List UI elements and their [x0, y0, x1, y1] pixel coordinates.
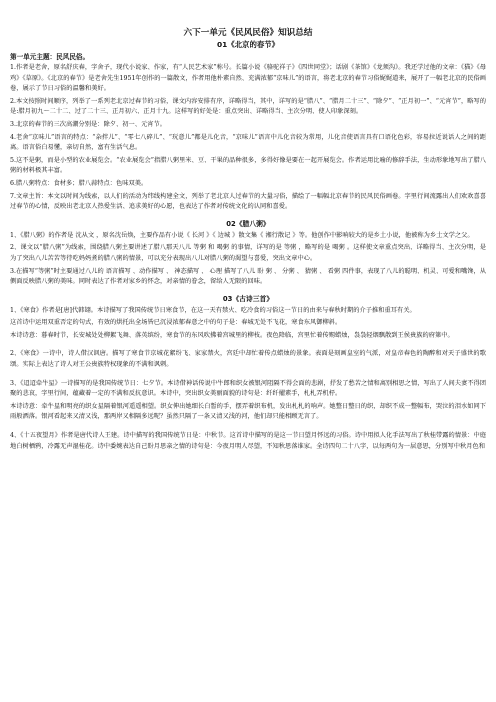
paragraph: 2、课文以“腊八粥”为线索，围绕腊八粥主要讲述了腊八那天八儿 等粥 和 喝粥 的事情，详写的是 等粥 ，略写的是 喝粥 。这样使文章重点突出、详略得当、主次分明，是为了突出八儿苦苦等待吃妈妈煮的腊八粥的情景，可以充分表现出八儿对腊八粥的渴望与喜爱，突出文章中心。 — [10, 244, 486, 262]
lesson-title-03: 03《古诗三首》 — [222, 294, 274, 303]
paragraph: 1、《腊八粥》的作者是 沈从文 ，原名沈岳焕，主要作品有小说《 长河 》《 边城 》散文集《 湘行散记 》等。他创作中影响较大的是乡土小说，他被称为乡土文学之父。 — [10, 231, 474, 239]
paragraph: 3、《迢迢牵牛星》一诗描写的是我国传统节日：七夕节。本诗借神话传说中牛郎和织女被银河阻隔不得会面的悲剧，抒发了愁苦之情和离别相思之情，写出了人间夫妻不得团聚的悲哀，字里行间，蕴藏着一定的不满和反抗意识。本诗中，突出织女美丽面貌的诗句是：纤纤擢素手，札札弄机杼。 — [10, 379, 486, 398]
paragraph: 2.本文按照时间顺序，列举了一系列老北京过春节的习俗，课文内容安排有序，详略得当，其中，详写的是“腊八”、“腊月二十三”、“除夕”、“正月初一”、“元宵节”，略写的是:腊月初九～二十二、过了二十三、正月初六、正月十九。这样写的好处是：重点突出、详略得当、主次分明、使人印象深刻。 — [10, 97, 486, 116]
paragraph: 4.老舍“京味儿”语言的特点：“杂拌儿”、“零七八碎儿”、“玩意儿”都是儿化音，“京味儿”语言中儿化音较为常用，儿化音使语言具有口语化色彩，容易拉近说话人之间的距离。语言俗白易懂，亲切自然，富有生活气息。 — [10, 133, 486, 152]
paragraph: 2、《寒食》一诗中，诗人借汉讽唐。描写了寒食节京城花絮纷飞、家家禁火，宫廷中却忙着传点蜡烛的景象。表面是刻画皇室的气派，对皇帝春色的陶醉和对天子盛世的歌颂。实际上表达了诗人对王公贵族特权现象的不满和讽刺。 — [10, 350, 486, 369]
paragraph: 这首诗中运用双重否定的句式，有效的烘托出全场皆已沉浸浓郁春意之中的句子是：春城无处不飞花，寒食东风御柳斜。 — [10, 319, 342, 327]
paragraph: 1、《寒食》作者是[唐]代韩翃。本诗描写了我国传统节日寒食节，在这一天有禁火、吃冷食的习俗这一节日的由来与春秋时期的介子推和重耳有关。 — [10, 306, 416, 314]
document-page — [10, 0, 486, 452]
unit-theme-heading: 第一单元主题：民风民俗。 — [10, 53, 90, 61]
lesson-title-02: 02《腊八粥》 — [226, 219, 270, 228]
paragraph: 5.这不是粥，而是小型的农业展览会。“农业展览会”指腊八粥里米、豆、干果的品种很多，多得好像是要在一起开展览会。作者运用比喻的修辞手法，生动形象地写出了腊八粥的材料极其丰富。 — [10, 156, 486, 175]
paragraph: 3.北京的春节的三次高潮分别是：除夕、初一、元宵节。 — [10, 120, 166, 128]
doc-title: 六下一单元《民风民俗》知识总结 — [183, 28, 313, 38]
paragraph: 本诗诗意：牵牛星和明亮的织女星隔着银河遥遥相望。织女伸出她细长白皙的手，摆弄着织布机，发出札札的响声。她整日整日的织，却织不成一整幅布，哭泣的泪水如同下雨般洒落。银河看起来又清又浅，那两岸又相隔多远呢？虽然只隔了一条又清又浅的河，他们却只能相顾无言了。 — [10, 402, 486, 421]
paragraph: 3.在描写“等粥”时主要通过八儿的 语言描写 、动作描写 、 神态描写 、 心理 描写了八儿 盼 粥 、 分粥 、 猜粥 、 看粥 四件事，表现了八儿的聪明、机灵、可爱和嘴馋，从侧面反映腊八粥的美味。同时表达了作者对家乡的怀念，对亲情的眷念，留给人无限的回味。 — [10, 267, 486, 286]
paragraph: 4、《十五夜望月》作者是唐代诗人王建。诗中描写的我国传统节日是：中秋节。这首诗中描写的是这一节日望月怀远的习俗。诗中用拟人化手法写出了秋桂带露的情景：中庭地白树栖鸦，冷露无声湿桂花。诗中委婉表达自己盼月思亲之情的诗句是：今夜月明人尽望，不知秋思落谁家。全诗四句二十八字，以每两句为一层意思，分别写中秋月色和 — [10, 432, 486, 450]
paragraph: 1.作者是老舍，原名舒庆春，字舍予，现代小说家、作家，有“人民艺术家”称号。长篇小说《骆驼祥子》《四世同堂》；话剧《茶馆》《龙须沟》。我还学过他的文章：《猫》《母鸡》《草原》。《北京的春节》是老舍先生1951年创作的一篇散文，作者用他朴素自然、充满浓郁“京味儿”的语言，将老北京的春节习俗娓娓道来，展开了一幅老北京的民俗画卷，展示了节日习俗的温馨和美好。 — [10, 64, 486, 93]
paragraph: 本诗诗意：暮春时节，长安城处处柳絮飞舞、落英缤纷，寒食节的东风吹拂着宫城里的柳枝。夜色降临，宫里忙着传赐蜡烛，袅袅轻烟飘散到王侯贵族的府第中。 — [10, 331, 454, 339]
paragraph: 7.文章主旨：本文以时间为线索，以人们的活动为纬线构建全文，列举了老北京人过春节的大量习俗，描绘了一幅幅北京春节的民风民俗画卷。字里行间流露出人们欢欢喜喜过春节的心情，反映出老北京人热爱生活、追求美好的心愿，也表达了作者对传统文化的认同和喜爱。 — [10, 192, 486, 211]
paragraph: 6.腊八粥特点：食材多；腊八蒜特点：色味双美。 — [10, 179, 148, 187]
lesson-title-01: 01《北京的春节》 — [216, 40, 280, 49]
